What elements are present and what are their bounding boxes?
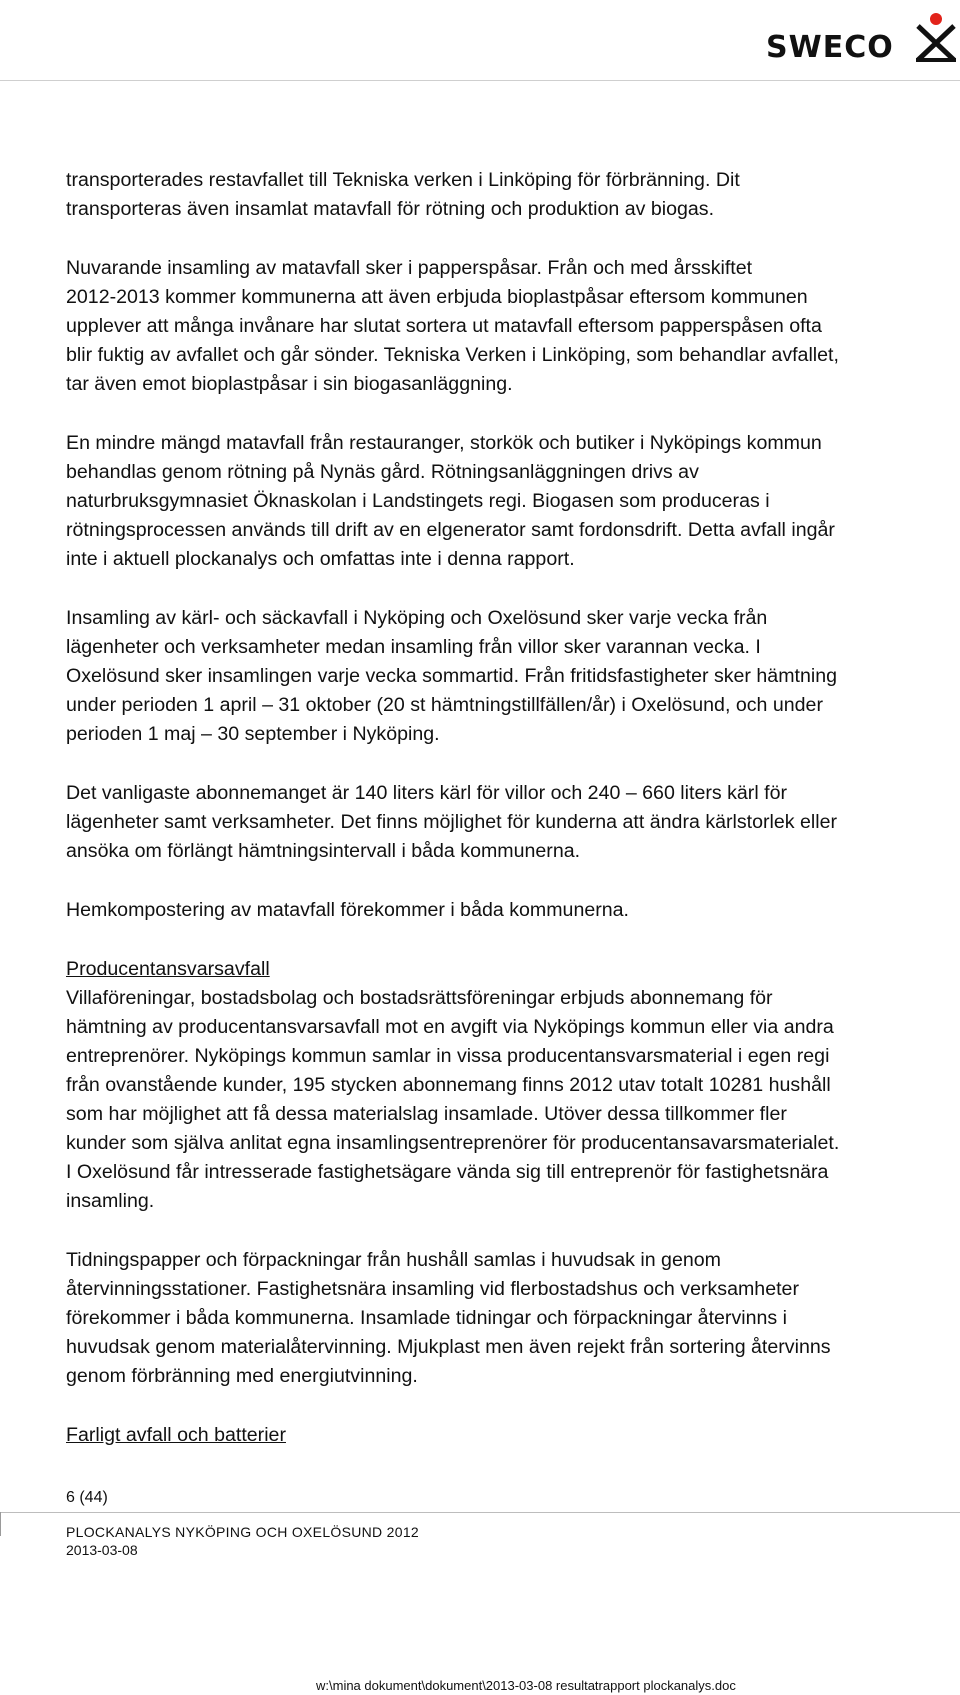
paragraph-insamling-matavfall: Nuvarande insamling av matavfall sker i papperspåsar. Från och med årsskiftet 2012-2013 kommer kommunerna att även erbjuda bioplastpåsar eftersom kommunen upplever att många invånare har slutat sortera ut matavfall eftersom papperspåsen ofta blir fuktig av avfallet och går sönder. Tekniska Verken i Linköping, som behandlar avfallet, tar även emot bioplastpåsar i sin biogasanläggning. (66, 257, 839, 395)
header-divider (0, 80, 960, 81)
footer-divider (0, 1512, 960, 1513)
sweco-logo (766, 12, 960, 74)
footer-file-path: w:\mina dokument\dokument\2013-03-08 resultatrapport plockanalys.doc (316, 1678, 736, 1693)
paragraph-abonnemang: Det vanligaste abonnemanget är 140 liters kärl för villor och 240 – 660 liters kärl för lägenheter samt verksamheter. Det finns möjlighet för kunderna att ändra kärlstorlek eller ansöka om förlängt hämtningsintervall i båda kommunerna. (66, 782, 838, 862)
sweco-mark-icon (914, 12, 958, 62)
section-farligt-avfall (66, 1421, 956, 1450)
footer-tick (0, 1512, 1, 1536)
heading-producentansvarsavfall: Producentansvarsavfall (66, 958, 270, 980)
heading-farligt-avfall: Farligt avfall och batterier (66, 1424, 286, 1446)
paragraph-tidningspapper: Tidningspapper och förpackningar från hushåll samlas i huvudsak in genom återvinningsstationer. Fastighetsnära insamling vid flerbostadshus och verksamheter förekommer i båda kommunerna. Insamlade tidningar och förpackningar återvinns i huvudsak genom materialåtervinning. Mjukplast men även rejekt från sortering återvinns genom förbränning med energiutvinning. (66, 1249, 831, 1387)
paragraph-karl-sackavfall: Insamling av kärl- och säckavfall i Nyköping och Oxelösund sker varje vecka från lägenheter och verksamheter medan insamling från villor sker varannan vecka. I Oxelösund sker insamlingen varje vecka sommartid. Från fritidsfastigheter sker hämtning under perioden 1 april – 31 oktober (20 st hämtningstillfällen/år) i Oxelösund, och under perioden 1 maj – 30 september i Nyköping. (66, 607, 838, 745)
footer-date: 2013-03-08 (66, 1542, 138, 1558)
paragraph-restauranger: En mindre mängd matavfall från restauranger, storkök och butiker i Nyköpings kommun behandlas genom rötning på Nynäs gård. Rötningsanläggningen drivs av naturbruksgymnasiet Öknaskolan i Landstingets regi. Biogasen som produceras i rötningsprocessen används till drift av en elgenerator samt fordonsdrift. Detta avfall ingår inte i aktuell plockanalys och omfattas inte i denna rapport. (66, 432, 835, 570)
paragraph-hemkompostering: Hemkompostering av matavfall förekommer i båda kommunerna. (66, 899, 630, 921)
paragraph-transport: transporterades restavfallet till Tekniska verken i Linköping för förbränning. Dit transporteras även insamlat matavfall för rötning och produktion av biogas. (66, 169, 740, 220)
page-number: 6 (44) (66, 1489, 108, 1506)
logo-text: SWECO (766, 30, 894, 65)
document-body (66, 166, 956, 1450)
section-producentansvar: Producentansvarsavfall Villaföreningar, bostadsbolag och bostadsrättsföreningar erbjuds abonnemang för hämtning av producentansvarsavfall mot en avgift via Nyköpings kommun eller via andra entreprenörer. Nyköpings kommun samlar in vissa producentansvarsmaterial i egen regi från ovanstående kunder, 195 stycken abonnemang finns 2012 utav totalt 10281 hushåll som har möjlighet att få dessa materialslag insamlade. Utöver dessa tillkommer fler kunder som själva anlitat egna insamlingsentreprenörer för producentansavarsmaterialet. I Oxelösund får intresserade fastighetsägare vända sig till entreprenör för fastighetsnära insamling. (66, 958, 840, 1212)
footer-report-title: PLOCKANALYS NYKÖPING OCH OXELÖSUND 2012 (66, 1524, 419, 1540)
